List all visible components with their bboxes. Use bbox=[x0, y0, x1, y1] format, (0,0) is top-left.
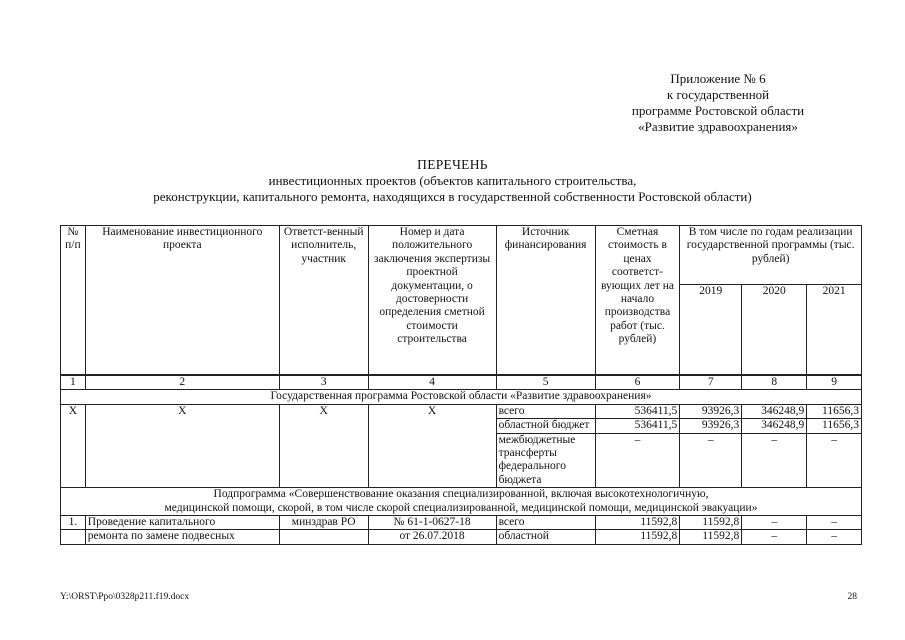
col-number: 3 bbox=[279, 375, 368, 390]
year-2021-cell: – bbox=[807, 433, 862, 488]
appendix-note bbox=[588, 71, 848, 135]
project-name-cell: ремонта по замене подвесных bbox=[85, 530, 279, 544]
year-2020-cell: 346248,9 bbox=[742, 419, 807, 433]
source-cell: областной бюджет bbox=[496, 419, 595, 433]
year-2019-cell: 93926,3 bbox=[680, 404, 742, 418]
year-2020-cell: – bbox=[742, 516, 807, 530]
program-num-cell: Х bbox=[61, 404, 86, 487]
header-executor: Ответст-венный исполнитель, участник bbox=[279, 226, 368, 376]
year-2019-cell: – bbox=[680, 433, 742, 488]
project-num-cell bbox=[61, 530, 86, 544]
table-row bbox=[61, 404, 862, 418]
program-executor-cell: Х bbox=[279, 404, 368, 487]
year-2019-cell: 11592,8 bbox=[680, 530, 742, 544]
document-title bbox=[0, 157, 905, 205]
appendix-line: программе Ростовской области bbox=[631, 103, 805, 118]
program-name-cell: Х bbox=[85, 404, 279, 487]
project-executor-cell: минздрав РО bbox=[279, 516, 368, 530]
project-num-cell: 1. bbox=[61, 516, 86, 530]
subprogram-line: Подпрограмма «Совершенствование оказания специализированной, включая высокотехнологичную, bbox=[213, 488, 709, 501]
col-number: 8 bbox=[742, 375, 807, 390]
source-cell: межбюджетные трансферты федерального бюджета bbox=[496, 433, 595, 488]
column-numbers-row bbox=[61, 375, 862, 390]
cost-cell: 536411,5 bbox=[595, 419, 680, 433]
col-number: 9 bbox=[807, 375, 862, 390]
page-number: 28 bbox=[847, 592, 857, 602]
header-num: № п/п bbox=[61, 226, 86, 376]
subprogram-row bbox=[61, 488, 862, 516]
header-year-2021: 2021 bbox=[807, 285, 862, 376]
year-2021-cell: – bbox=[807, 516, 862, 530]
header-source: Источник финансирования bbox=[496, 226, 595, 376]
subprogram-line: медицинской помощи, скорой, в том числе скорой специализированной, медицинской помощи, медицинской эвакуации» bbox=[164, 501, 758, 514]
program-expertise-cell: Х bbox=[368, 404, 496, 487]
title-line: реконструкции, капитального ремонта, находящихся в государственной собственности Ростовской области) bbox=[153, 189, 752, 204]
col-number: 1 bbox=[61, 375, 86, 390]
appendix-line: к государственной bbox=[666, 87, 770, 102]
source-cell: всего bbox=[496, 516, 595, 530]
table-row bbox=[61, 516, 862, 530]
cost-cell: – bbox=[595, 433, 680, 488]
year-2020-cell: – bbox=[742, 433, 807, 488]
appendix-line: Приложение № 6 bbox=[670, 71, 766, 86]
header-cost: Сметная стоимость в ценах соответст-вующих лет на начало производства работ (тыс. рублей) bbox=[595, 226, 680, 376]
col-number: 6 bbox=[595, 375, 680, 390]
project-expertise-cell: от 26.07.2018 bbox=[368, 530, 496, 544]
year-2019-cell: 93926,3 bbox=[680, 419, 742, 433]
col-number: 7 bbox=[680, 375, 742, 390]
table-row bbox=[61, 530, 862, 544]
cost-cell: 11592,8 bbox=[595, 516, 680, 530]
year-2021-cell: 11656,3 bbox=[807, 404, 862, 418]
title-line: инвестиционных проектов (объектов капитального строительства, bbox=[268, 173, 637, 188]
investment-projects-table bbox=[60, 225, 862, 545]
year-2020-cell: 346248,9 bbox=[742, 404, 807, 418]
project-name-cell: Проведение капитального bbox=[85, 516, 279, 530]
file-path: Y:\ORST\Ppo\0328p211.f19.docx bbox=[60, 592, 190, 602]
header-year-2019: 2019 bbox=[680, 285, 742, 376]
col-number: 5 bbox=[496, 375, 595, 390]
source-cell: всего bbox=[496, 404, 595, 418]
col-number: 4 bbox=[368, 375, 496, 390]
year-2020-cell: – bbox=[742, 530, 807, 544]
year-2021-cell: – bbox=[807, 530, 862, 544]
subprogram-title bbox=[61, 488, 862, 516]
cost-cell: 11592,8 bbox=[595, 530, 680, 544]
col-number: 2 bbox=[85, 375, 279, 390]
appendix-line: «Развитие здравоохранения» bbox=[638, 119, 798, 134]
header-row bbox=[61, 226, 862, 285]
header-name: Наименование инвестиционного проекта bbox=[85, 226, 279, 376]
program-title-row bbox=[61, 390, 862, 404]
year-2019-cell: 11592,8 bbox=[680, 516, 742, 530]
source-cell: областной bbox=[496, 530, 595, 544]
project-expertise-cell: № 61-1-0627-18 bbox=[368, 516, 496, 530]
header-expertise: Номер и дата положительного заключения экспертизы проектной документации, о достоверности определения сметной стоимости строительства bbox=[368, 226, 496, 376]
title-heading: ПЕРЕЧЕНЬ bbox=[417, 157, 488, 172]
program-title: Государственная программа Ростовской области «Развитие здравоохранения» bbox=[61, 390, 862, 404]
header-years-group: В том числе по годам реализации государственной программы (тыс. рублей) bbox=[680, 226, 862, 285]
project-executor-cell bbox=[279, 530, 368, 544]
year-2021-cell: 11656,3 bbox=[807, 419, 862, 433]
cost-cell: 536411,5 bbox=[595, 404, 680, 418]
header-year-2020: 2020 bbox=[742, 285, 807, 376]
